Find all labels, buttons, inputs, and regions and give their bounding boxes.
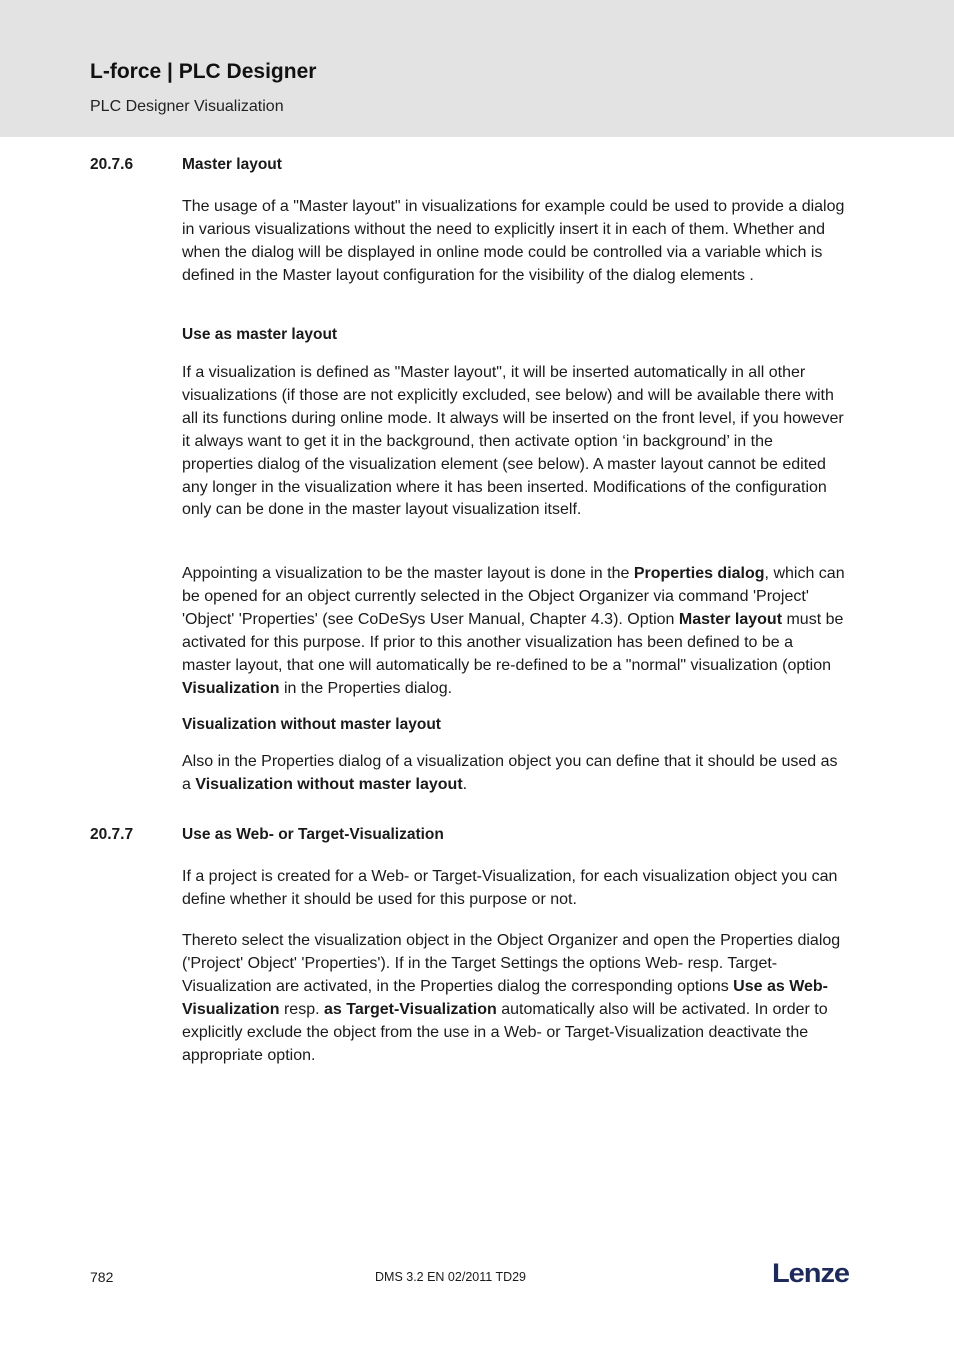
page-header xyxy=(0,0,954,137)
paragraph: If a project is created for a Web- or Target-Visualization, for each visualization object you can define whether it should be used for this purpose or not. xyxy=(182,868,838,908)
section-number: 20.7.6 xyxy=(90,156,134,173)
paragraph: Thereto select the visualization object in the Object Organizer and open the Properties dialog ('Project' Object' 'Properties'). If in the Target Settings the options Web- resp. Target-Visualization are activated, in the Properties dialog the corresponding options Use as Web-Visualization resp. as Target-Visualization automatically also will be activated. In order to explicitly exclude the object from the use in a Web- or Target-Visualization deactivate the appropriate option. xyxy=(182,932,841,1064)
document-title: L-force | PLC Designer xyxy=(90,60,317,83)
paragraph: The usage of a "Master layout" in visualizations for example could be used to provide a dialog in various visualizations without the need to explicitly insert it in each of them. Whether and when the dialog will be displayed in online mode could be controlled via a variable which is defined in the Master layout configuration for the visibility of the dialog elements . xyxy=(182,198,845,284)
section-number: 20.7.7 xyxy=(90,826,134,843)
subsection-heading: Use as master layout xyxy=(182,326,338,343)
section-title: Use as Web- or Target-Visualization xyxy=(182,826,444,843)
paragraph: Also in the Properties dialog of a visualization object you can define that it should be used as a Visualization without master layout. xyxy=(182,753,838,793)
subsection-heading: Visualization without master layout xyxy=(182,716,441,733)
logo-wordmark: Lenze xyxy=(772,1258,850,1288)
document-subtitle: PLC Designer Visualization xyxy=(90,98,284,115)
lenze-logo xyxy=(772,1257,850,1289)
paragraph: If a visualization is defined as "Master layout", it will be inserted automatically in all other visualizations (if those are not explicitly excluded, see below) and will be available there with all its functions during online mode. It always will be inserted on the front level, if you however it always want to get it in the background, then activate option ‘in background’ in the properties dialog of the visualization element (see below). A master layout cannot be edited any longer in the visualization where it has been inserted. Modifications of the configuration only can be done in the master layout visualization itself. xyxy=(182,364,844,519)
section-title: Master layout xyxy=(182,156,282,173)
document-reference: DMS 3.2 EN 02/2011 TD29 xyxy=(375,1270,527,1284)
paragraph: Appointing a visualization to be the master layout is done in the Properties dialog, which can be opened for an object currently selected in the Object Organizer via command 'Project' 'Object' 'Properties' (see CoDeSys User Manual, Chapter 4.3). Option Master layout must be activated for this purpose. If prior to this another visualization has been defined to be a master layout, that one will automatically be re-defined to be a "normal" visualization (option Visualization in the Properties dialog. xyxy=(182,565,845,697)
page-number: 782 xyxy=(90,1269,114,1285)
